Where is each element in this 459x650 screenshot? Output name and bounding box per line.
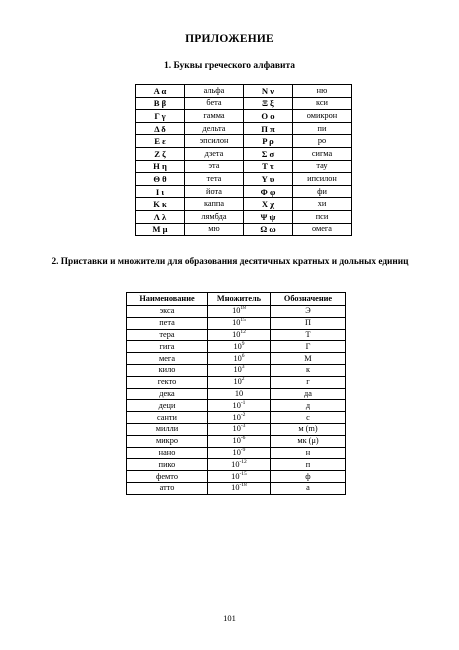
greek-letter: Α α	[136, 85, 185, 98]
greek-letter: Λ λ	[136, 210, 185, 223]
greek-letter-name: бета	[185, 97, 244, 110]
prefix-symbol: а	[271, 482, 346, 494]
prefix-multiplier	[208, 376, 271, 388]
prefix-header-row	[127, 293, 346, 306]
prefix-multiplier	[208, 482, 271, 494]
prefix-name: микро	[127, 435, 208, 447]
greek-letter: Ρ ρ	[244, 135, 293, 148]
greek-letter: Ω ω	[244, 223, 293, 236]
greek-letter: Η η	[136, 160, 185, 173]
greek-alphabet-table	[135, 84, 352, 236]
prefix-multiplier	[208, 412, 271, 424]
multiplier-exponent: -18	[239, 482, 247, 489]
prefix-row	[127, 471, 346, 483]
greek-letter-name: пси	[293, 210, 352, 223]
multiplier-base: 10	[233, 341, 242, 351]
greek-letter-name: ро	[293, 135, 352, 148]
prefix-multiplier	[208, 306, 271, 318]
prefix-multiplier	[208, 447, 271, 459]
greek-letter-name: гамма	[185, 110, 244, 123]
greek-letter: Γ γ	[136, 110, 185, 123]
prefix-table	[126, 292, 346, 495]
prefix-symbol: М	[271, 353, 346, 365]
greek-letter: Υ υ	[244, 173, 293, 186]
greek-row	[136, 135, 352, 148]
multiplier-base: 10	[233, 353, 242, 363]
multiplier-base: 10	[233, 377, 242, 387]
prefix-name: санти	[127, 412, 208, 424]
greek-letter: Ζ ζ	[136, 147, 185, 160]
multiplier-base: 10	[233, 365, 242, 375]
greek-letter-name: ипсилон	[293, 173, 352, 186]
prefix-row	[127, 329, 346, 341]
prefix-row	[127, 435, 346, 447]
multiplier-exponent: 6	[241, 352, 245, 359]
prefix-multiplier	[208, 435, 271, 447]
greek-letter: Ψ ψ	[244, 210, 293, 223]
greek-letter-name: кси	[293, 97, 352, 110]
prefix-multiplier	[208, 364, 271, 376]
prefix-symbol: д	[271, 400, 346, 412]
prefix-row	[127, 482, 346, 494]
section1-title: 1. Буквы греческого алфавита	[163, 61, 296, 71]
prefix-row	[127, 353, 346, 365]
multiplier-exponent: 2	[241, 376, 245, 383]
greek-letter: Κ κ	[136, 198, 185, 211]
prefix-multiplier	[208, 400, 271, 412]
greek-letter-name: ню	[293, 85, 352, 98]
greek-letter-name: эпсилон	[185, 135, 244, 148]
prefix-symbol: Г	[271, 341, 346, 353]
greek-letter-name: эта	[185, 160, 244, 173]
multiplier-base: 10	[232, 447, 241, 457]
header-multiplier: Множитель	[208, 293, 271, 306]
prefix-multiplier	[208, 471, 271, 483]
greek-row	[136, 85, 352, 98]
prefix-symbol: Э	[271, 306, 346, 318]
prefix-symbol: Т	[271, 329, 346, 341]
greek-letter-name: пи	[293, 122, 352, 135]
greek-row	[136, 173, 352, 186]
prefix-row	[127, 341, 346, 353]
prefix-multiplier	[208, 388, 271, 400]
prefix-symbol: г	[271, 376, 346, 388]
multiplier-exponent: -1	[240, 399, 246, 406]
greek-row	[136, 122, 352, 135]
prefix-row	[127, 388, 346, 400]
greek-row	[136, 210, 352, 223]
greek-letter-name: альфа	[185, 85, 244, 98]
prefix-row	[127, 423, 346, 435]
greek-letter: Χ χ	[244, 198, 293, 211]
multiplier-exponent: 18	[240, 305, 246, 312]
prefix-name: дека	[127, 388, 208, 400]
header-symbol: Обозначение	[271, 293, 346, 306]
prefix-name: тера	[127, 329, 208, 341]
multiplier-exponent: -12	[239, 458, 247, 465]
greek-letter: Β β	[136, 97, 185, 110]
prefix-name: пико	[127, 459, 208, 471]
multiplier-base: 10	[232, 400, 241, 410]
prefix-symbol: да	[271, 388, 346, 400]
prefix-row	[127, 376, 346, 388]
greek-letter: Τ τ	[244, 160, 293, 173]
greek-letter: Ι ι	[136, 185, 185, 198]
multiplier-exponent: -6	[240, 435, 246, 442]
greek-letter: Π π	[244, 122, 293, 135]
greek-letter-name: сигма	[293, 147, 352, 160]
prefix-symbol: м (m)	[271, 423, 346, 435]
greek-letter: Ο ο	[244, 110, 293, 123]
multiplier-exponent: 12	[240, 328, 246, 335]
prefix-name: гига	[127, 341, 208, 353]
greek-row	[136, 110, 352, 123]
greek-letter-name: лямбда	[185, 210, 244, 223]
multiplier-base: 10	[232, 318, 241, 328]
multiplier-exponent: -9	[240, 446, 246, 453]
page-number: 101	[223, 613, 236, 623]
prefix-name: фемто	[127, 471, 208, 483]
greek-letter-name: фи	[293, 185, 352, 198]
prefix-row	[127, 400, 346, 412]
prefix-name: мега	[127, 353, 208, 365]
multiplier-exponent: -3	[240, 423, 246, 430]
multiplier-base: 10	[232, 436, 241, 446]
multiplier-exponent: -2	[240, 411, 246, 418]
multiplier-exponent: 9	[241, 340, 245, 347]
greek-letter: Δ δ	[136, 122, 185, 135]
prefix-row	[127, 412, 346, 424]
multiplier-base: 10	[234, 388, 244, 398]
header-name: Наименование	[127, 293, 208, 306]
greek-row	[136, 198, 352, 211]
prefix-name: деци	[127, 400, 208, 412]
greek-letter: Ξ ξ	[244, 97, 293, 110]
greek-letter: Ν ν	[244, 85, 293, 98]
prefix-multiplier	[208, 341, 271, 353]
prefix-name: экса	[127, 306, 208, 318]
prefix-row	[127, 306, 346, 318]
prefix-symbol: н	[271, 447, 346, 459]
greek-letter-name: дельта	[185, 122, 244, 135]
multiplier-base: 10	[231, 471, 240, 481]
greek-letter-name: омега	[293, 223, 352, 236]
greek-letter-name: тау	[293, 160, 352, 173]
page-title: ПРИЛОЖЕНИЕ	[185, 33, 274, 45]
prefix-name: кило	[127, 364, 208, 376]
greek-row	[136, 147, 352, 160]
greek-letter: Ε ε	[136, 135, 185, 148]
prefix-symbol: к	[271, 364, 346, 376]
prefix-symbol: ф	[271, 471, 346, 483]
greek-letter: Σ σ	[244, 147, 293, 160]
multiplier-exponent: 15	[240, 317, 246, 324]
prefix-name: нано	[127, 447, 208, 459]
prefix-symbol: с	[271, 412, 346, 424]
prefix-row	[127, 459, 346, 471]
greek-letter-name: хи	[293, 198, 352, 211]
prefix-multiplier	[208, 459, 271, 471]
prefix-row	[127, 447, 346, 459]
greek-row	[136, 223, 352, 236]
multiplier-base: 10	[232, 329, 241, 339]
greek-letter: Φ φ	[244, 185, 293, 198]
prefix-row	[127, 364, 346, 376]
greek-letter-name: йота	[185, 185, 244, 198]
prefix-multiplier	[208, 329, 271, 341]
prefix-multiplier	[208, 317, 271, 329]
greek-letter-name: дзета	[185, 147, 244, 160]
greek-row	[136, 160, 352, 173]
multiplier-base: 10	[231, 483, 240, 493]
multiplier-base: 10	[232, 306, 241, 316]
prefix-symbol: П	[271, 317, 346, 329]
prefix-symbol: п	[271, 459, 346, 471]
multiplier-base: 10	[232, 412, 241, 422]
prefix-name: пета	[127, 317, 208, 329]
prefix-name: милли	[127, 423, 208, 435]
greek-letter: Θ θ	[136, 173, 185, 186]
prefix-name: атто	[127, 482, 208, 494]
greek-letter-name: каппа	[185, 198, 244, 211]
multiplier-exponent: -15	[239, 470, 247, 477]
multiplier-base: 10	[232, 424, 241, 434]
greek-row	[136, 97, 352, 110]
section2-title: 2. Приставки и множители для образования десятичных кратных и дольных единиц	[51, 257, 409, 267]
prefix-multiplier	[208, 353, 271, 365]
prefix-multiplier	[208, 423, 271, 435]
prefix-row	[127, 317, 346, 329]
prefix-symbol: мк (μ)	[271, 435, 346, 447]
multiplier-base: 10	[231, 459, 240, 469]
greek-letter: Μ μ	[136, 223, 185, 236]
greek-letter-name: омикрон	[293, 110, 352, 123]
prefix-name: гекто	[127, 376, 208, 388]
multiplier-exponent: 3	[241, 364, 245, 371]
greek-row	[136, 185, 352, 198]
greek-letter-name: тета	[185, 173, 244, 186]
greek-letter-name: мю	[185, 223, 244, 236]
